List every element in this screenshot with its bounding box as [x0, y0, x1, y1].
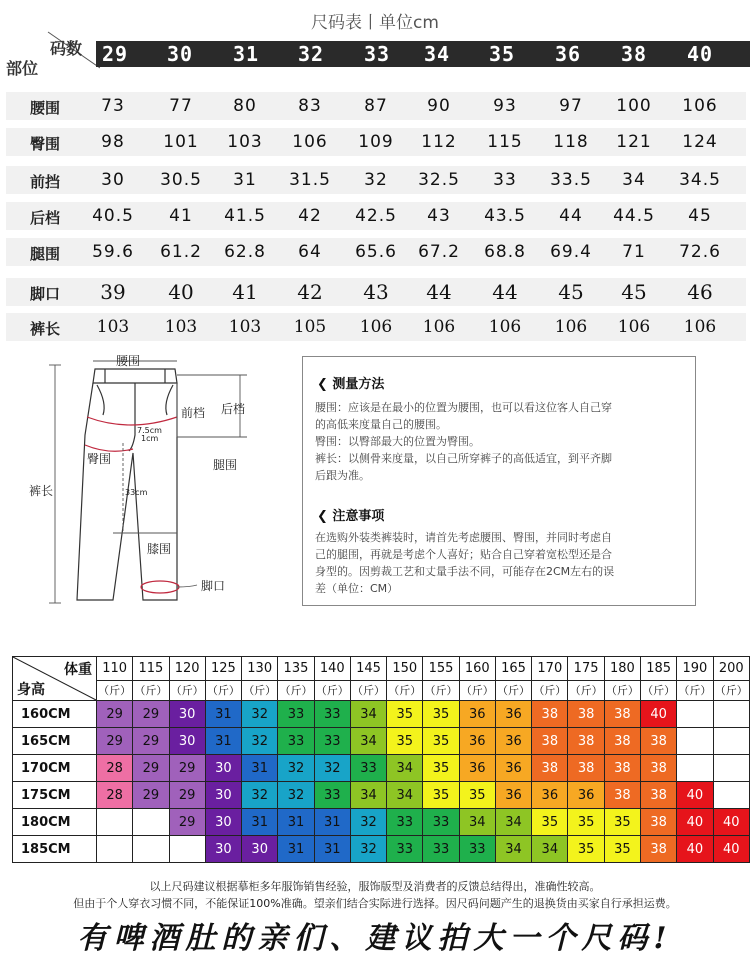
size-cell: 33 [314, 701, 350, 728]
height-cell: 165CM [13, 728, 97, 755]
size-cell: 32 [242, 782, 278, 809]
measurement-value: 106 [359, 317, 393, 337]
size-cell: 32 [242, 701, 278, 728]
size-cell: 32 [278, 755, 314, 782]
size-cell [713, 755, 749, 782]
size-cell: 30 [205, 755, 241, 782]
size-cell: 38 [640, 809, 676, 836]
measurement-value: 30 [101, 170, 125, 190]
measurement-value: 106 [683, 317, 717, 337]
weight-unit-cell: （斤） [205, 680, 241, 700]
size-cell [169, 836, 205, 863]
table-row [13, 755, 750, 782]
slogan: 有啤酒肚的亲们、建议拍大一个尺码! [77, 921, 673, 956]
size-cell [677, 728, 713, 755]
size-cell [713, 782, 749, 809]
notice-text: 在选购外装类裤装时，请首先考虑腰围、臀围，并同时考虑自 己的腿围，再就是考虑个人喜好；贴合自己穿着宽松型还是合 身型的。因剪裁工艺和丈量手法不同，可能存在2CM左右的误 差（单位：CM） [315, 531, 615, 595]
measurement-value: 97 [559, 96, 583, 116]
size-cell: 34 [495, 809, 531, 836]
size-cell: 36 [459, 728, 495, 755]
measurement-value: 39 [100, 280, 126, 304]
measurement-value: 40.5 [92, 206, 134, 226]
weight-header-cell: 125 [205, 657, 241, 681]
size-cell: 31 [242, 755, 278, 782]
measurement-value: 105 [293, 317, 327, 337]
weight-unit-cell: （斤） [169, 680, 205, 700]
weight-unit-cell: （斤） [350, 680, 386, 700]
weight-height-size-table [12, 656, 750, 863]
size-cell: 38 [640, 728, 676, 755]
measurement-row [0, 313, 750, 343]
size-cell: 29 [97, 728, 133, 755]
measurement-value: 34 [622, 170, 646, 190]
height-cell: 180CM [13, 809, 97, 836]
measurement-value: 33 [493, 170, 517, 190]
weight-unit-cell: （斤） [640, 680, 676, 700]
size-cell [677, 755, 713, 782]
size-cell: 40 [677, 836, 713, 863]
size-cell: 31 [205, 728, 241, 755]
weight-header-cell: 130 [242, 657, 278, 681]
measurement-label: 臀围 [30, 135, 61, 153]
size-cell: 36 [459, 755, 495, 782]
note-line-1: 以上尺码建议根据摹柜多年服饰销售经验，服饰版型及消费者的反馈总结得出，准确性较高。 [149, 880, 601, 893]
measurement-value: 64 [298, 242, 322, 262]
size-cell: 36 [495, 782, 531, 809]
weight-header-cell: 160 [459, 657, 495, 681]
size-cell: 36 [495, 701, 531, 728]
size-cell: 40 [713, 836, 749, 863]
size-cell: 30 [169, 701, 205, 728]
measurement-value: 34.5 [679, 170, 721, 190]
size-cell: 34 [532, 836, 568, 863]
size-cell: 38 [568, 728, 604, 755]
diagram-label-hem: 脚口 [201, 579, 226, 593]
measurement-value: 103 [96, 317, 130, 337]
size-cell: 29 [133, 728, 169, 755]
size-cell: 40 [713, 809, 749, 836]
measurement-value: 98 [101, 132, 125, 152]
size-cell: 30 [205, 809, 241, 836]
weight-header-cell: 140 [314, 657, 350, 681]
measurement-value: 106 [292, 132, 328, 152]
size-cell: 30 [205, 782, 241, 809]
measurement-label: 后档 [30, 209, 61, 227]
size-cell: 32 [242, 728, 278, 755]
size-cell: 35 [423, 701, 459, 728]
size-cell: 35 [387, 728, 423, 755]
table-row [13, 701, 750, 728]
diagram-label-hip: 臀围 [87, 452, 112, 466]
size-header-cell: 34 [423, 42, 451, 66]
weight-unit-cell: （斤） [242, 680, 278, 700]
weight-header-cell: 115 [133, 657, 169, 681]
part-row-label: 部位 [6, 59, 39, 78]
measurement-value: 112 [421, 132, 457, 152]
size-cell: 32 [278, 782, 314, 809]
size-cell: 38 [640, 755, 676, 782]
size-cell [133, 836, 169, 863]
measurement-row [0, 92, 750, 122]
size-cell: 33 [387, 836, 423, 863]
size-cell: 38 [532, 701, 568, 728]
size-header-cell: 31 [232, 42, 260, 66]
size-cell: 38 [640, 782, 676, 809]
size-header-cell: 38 [620, 42, 648, 66]
weight-header-cell: 190 [677, 657, 713, 681]
chevron-left-icon: ❮ [317, 509, 333, 524]
measurement-label: 腿围 [30, 245, 61, 263]
measurement-label: 前挡 [30, 173, 61, 191]
size-cell: 33 [350, 755, 386, 782]
measurement-value: 77 [169, 96, 193, 116]
weight-header-cell: 180 [604, 657, 640, 681]
size-cell: 35 [568, 836, 604, 863]
weight-header-cell: 110 [97, 657, 133, 681]
size-cell: 28 [97, 782, 133, 809]
size-cell: 35 [423, 728, 459, 755]
diagram-label-back-rise: 后档 [221, 402, 246, 416]
size-header-cell: 35 [488, 42, 516, 66]
diagram-label-thigh: 腿围 [213, 458, 238, 472]
size-cell: 33 [314, 728, 350, 755]
size-cell: 33 [314, 782, 350, 809]
weight-unit-cell: （斤） [604, 680, 640, 700]
measurement-row [0, 278, 750, 308]
size-header-cell: 30 [166, 42, 194, 66]
size-cell: 38 [640, 836, 676, 863]
size-cell: 33 [387, 809, 423, 836]
measurement-value: 40 [168, 280, 194, 304]
size-cell: 34 [495, 836, 531, 863]
method-text: 腰围：应该是在最小的位置为腰围，也可以看这位客人自己穿 的高低来度量自己的腰围。 臀围：以臀部最大的位置为臀围。 裤长：以侧骨来度量，以自己所穿裤子的高低适宜，到平齐脚 后跟为准。 [315, 401, 612, 482]
size-cell: 38 [532, 755, 568, 782]
measurement-value: 44 [559, 206, 583, 226]
size-cell: 35 [423, 782, 459, 809]
measurement-label: 腰围 [30, 99, 61, 117]
measurement-value: 42.5 [355, 206, 397, 226]
weight-header-cell: 175 [568, 657, 604, 681]
size-header-cell: 29 [101, 42, 129, 66]
size-cell: 38 [532, 728, 568, 755]
measurement-row [0, 238, 750, 268]
size-header-cell: 32 [297, 42, 325, 66]
measurement-label: 裤长 [30, 320, 61, 338]
measurement-value: 43.5 [484, 206, 526, 226]
size-cell [677, 701, 713, 728]
weight-header-cell: 200 [713, 657, 749, 681]
table-row [13, 728, 750, 755]
diagram-dim-33: 33cm [125, 488, 148, 497]
measurement-value: 83 [298, 96, 322, 116]
measurement-value: 71 [622, 242, 646, 262]
weight-header-cell: 165 [495, 657, 531, 681]
size-cell: 34 [350, 782, 386, 809]
diagram-label-waist: 腰围 [116, 355, 141, 368]
height-cell: 160CM [13, 701, 97, 728]
measurement-value: 106 [422, 317, 456, 337]
measurement-value: 44.5 [613, 206, 655, 226]
measurement-value: 106 [488, 317, 522, 337]
measurement-value: 46 [687, 280, 713, 304]
measurement-value: 109 [358, 132, 394, 152]
measurement-row [0, 128, 750, 158]
size-cell: 33 [278, 701, 314, 728]
size-cell: 31 [314, 836, 350, 863]
measurement-value: 67.2 [418, 242, 460, 262]
weight-unit-cell: （斤） [568, 680, 604, 700]
size-cell: 38 [604, 728, 640, 755]
measurement-value: 30.5 [160, 170, 202, 190]
measurement-value: 32 [364, 170, 388, 190]
measurement-value: 106 [617, 317, 651, 337]
measurement-value: 62.8 [224, 242, 266, 262]
weight-header-cell: 155 [423, 657, 459, 681]
weight-unit-cell: （斤） [133, 680, 169, 700]
size-cell: 36 [459, 701, 495, 728]
size-cell: 34 [350, 701, 386, 728]
weight-header-cell: 145 [350, 657, 386, 681]
measurement-value: 87 [364, 96, 388, 116]
weight-header-cell: 170 [532, 657, 568, 681]
size-cell: 29 [169, 782, 205, 809]
height-axis-label: 身高 [17, 682, 45, 698]
measurement-value: 45 [688, 206, 712, 226]
measurement-value: 41 [232, 280, 258, 304]
weight-unit-cell: （斤） [278, 680, 314, 700]
diagram-label-knee: 膝围 [147, 542, 172, 556]
measurement-value: 72.6 [679, 242, 721, 262]
weight-unit-cell: （斤） [459, 680, 495, 700]
size-cell: 31 [278, 809, 314, 836]
measurement-value: 90 [427, 96, 451, 116]
diagram-dim-1: 1cm [141, 434, 159, 443]
size-cell: 29 [133, 755, 169, 782]
measurement-value: 106 [682, 96, 718, 116]
size-header-bar [96, 41, 750, 67]
size-header-cell: 33 [363, 42, 391, 66]
measurement-label: 脚口 [30, 285, 61, 303]
size-cell: 34 [350, 728, 386, 755]
measurement-value: 33.5 [550, 170, 592, 190]
measurement-value: 31 [233, 170, 257, 190]
weight-unit-cell: （斤） [314, 680, 350, 700]
measurement-value: 103 [228, 317, 262, 337]
diagram-label-length: 裤长 [29, 484, 54, 498]
method-heading: ❮ 测量方法 [317, 377, 385, 392]
size-cell: 32 [350, 836, 386, 863]
size-header-cell: 36 [554, 42, 582, 66]
measurement-value: 45 [621, 280, 647, 304]
measurement-value: 80 [233, 96, 257, 116]
size-cell: 31 [278, 836, 314, 863]
measurement-value: 42 [298, 206, 322, 226]
measurement-row [0, 166, 750, 196]
size-cell: 36 [532, 782, 568, 809]
size-cell: 33 [459, 836, 495, 863]
size-cell: 28 [97, 755, 133, 782]
size-cell: 31 [205, 701, 241, 728]
table-row [13, 836, 750, 863]
measurement-value: 101 [163, 132, 199, 152]
size-cell: 32 [350, 809, 386, 836]
measurement-value: 44 [492, 280, 518, 304]
measurement-value: 121 [616, 132, 652, 152]
measurement-value: 65.6 [355, 242, 397, 262]
size-cell: 40 [640, 701, 676, 728]
size-cell: 30 [205, 836, 241, 863]
size-cell [133, 809, 169, 836]
note-line-2: 但由于个人穿衣习惯不同，不能保证100%准确。望亲们结合实际进行选择。因尺码问题产生的退换货由买家自行承担运费。 [73, 897, 677, 910]
size-cell: 35 [387, 701, 423, 728]
size-cell: 31 [242, 809, 278, 836]
size-cell: 29 [97, 701, 133, 728]
measurement-value: 103 [227, 132, 263, 152]
size-cell: 40 [677, 809, 713, 836]
measurement-value: 106 [554, 317, 588, 337]
notice-heading: ❮ 注意事项 [317, 509, 385, 524]
measurement-value: 68.8 [484, 242, 526, 262]
size-header-cell: 40 [686, 42, 714, 66]
size-cell [97, 809, 133, 836]
size-cell: 35 [423, 755, 459, 782]
weight-unit-cell: （斤） [423, 680, 459, 700]
size-cell: 33 [278, 728, 314, 755]
size-cell: 35 [604, 836, 640, 863]
size-cell: 34 [387, 782, 423, 809]
weight-header-cell: 135 [278, 657, 314, 681]
measurement-value: 43 [363, 280, 389, 304]
measurement-value: 69.4 [550, 242, 592, 262]
weight-unit-cell: （斤） [387, 680, 423, 700]
size-cell: 31 [314, 809, 350, 836]
size-cell: 38 [568, 701, 604, 728]
size-cell: 38 [604, 782, 640, 809]
measurement-value: 43 [427, 206, 451, 226]
measurement-value: 61.2 [160, 242, 202, 262]
size-cell: 40 [677, 782, 713, 809]
measurement-value: 42 [297, 280, 323, 304]
weight-header-cell: 185 [640, 657, 676, 681]
size-cell: 36 [495, 728, 531, 755]
size-cell: 29 [169, 755, 205, 782]
size-cell: 35 [532, 809, 568, 836]
size-cell: 36 [495, 755, 531, 782]
measurement-value: 41.5 [224, 206, 266, 226]
chevron-left-icon: ❮ [317, 377, 333, 392]
height-cell: 170CM [13, 755, 97, 782]
weight-header-cell: 150 [387, 657, 423, 681]
height-cell: 175CM [13, 782, 97, 809]
size-cell: 35 [604, 809, 640, 836]
diagram-dim-7-5: 7.5cm [137, 426, 162, 435]
measurement-value: 103 [164, 317, 198, 337]
measurement-value: 31.5 [289, 170, 331, 190]
size-cell: 35 [568, 809, 604, 836]
size-cell: 29 [169, 809, 205, 836]
weight-axis-label: 体重 [64, 662, 92, 678]
size-cell: 34 [459, 809, 495, 836]
height-cell: 185CM [13, 836, 97, 863]
size-cell: 32 [314, 755, 350, 782]
size-cell: 34 [387, 755, 423, 782]
size-column-label: 码数 [50, 39, 83, 58]
size-cell: 33 [423, 809, 459, 836]
measurement-value: 93 [493, 96, 517, 116]
size-cell: 38 [604, 701, 640, 728]
weight-unit-cell: （斤） [495, 680, 531, 700]
measurement-value: 32.5 [418, 170, 460, 190]
size-cell: 35 [459, 782, 495, 809]
measurement-value: 118 [553, 132, 589, 152]
size-cell: 33 [423, 836, 459, 863]
measurement-value: 44 [426, 280, 452, 304]
weight-unit-cell: （斤） [713, 680, 749, 700]
table-row [13, 782, 750, 809]
diagram-label-front-rise: 前档 [181, 406, 206, 420]
measurement-value: 41 [169, 206, 193, 226]
measurement-value: 124 [682, 132, 718, 152]
weight-unit-cell: （斤） [677, 680, 713, 700]
page-title: 尺码表丨单位cm [311, 13, 439, 33]
size-cell: 29 [133, 782, 169, 809]
weight-unit-cell: （斤） [532, 680, 568, 700]
measurement-value: 59.6 [92, 242, 134, 262]
measurement-value: 115 [487, 132, 523, 152]
weight-unit-cell: （斤） [97, 680, 133, 700]
measurement-row [0, 202, 750, 232]
size-cell: 36 [568, 782, 604, 809]
measurement-value: 73 [101, 96, 125, 116]
table-corner [13, 657, 97, 701]
weight-header-cell: 120 [169, 657, 205, 681]
table-row [13, 809, 750, 836]
size-cell [713, 701, 749, 728]
pants-diagram [25, 355, 290, 620]
size-cell: 29 [133, 701, 169, 728]
size-cell [713, 728, 749, 755]
size-cell [97, 836, 133, 863]
measurement-method-box [302, 356, 696, 606]
size-cell: 38 [604, 755, 640, 782]
measurement-value: 100 [616, 96, 652, 116]
size-cell: 30 [169, 728, 205, 755]
size-cell: 38 [568, 755, 604, 782]
size-cell: 30 [242, 836, 278, 863]
measurement-value: 45 [558, 280, 584, 304]
